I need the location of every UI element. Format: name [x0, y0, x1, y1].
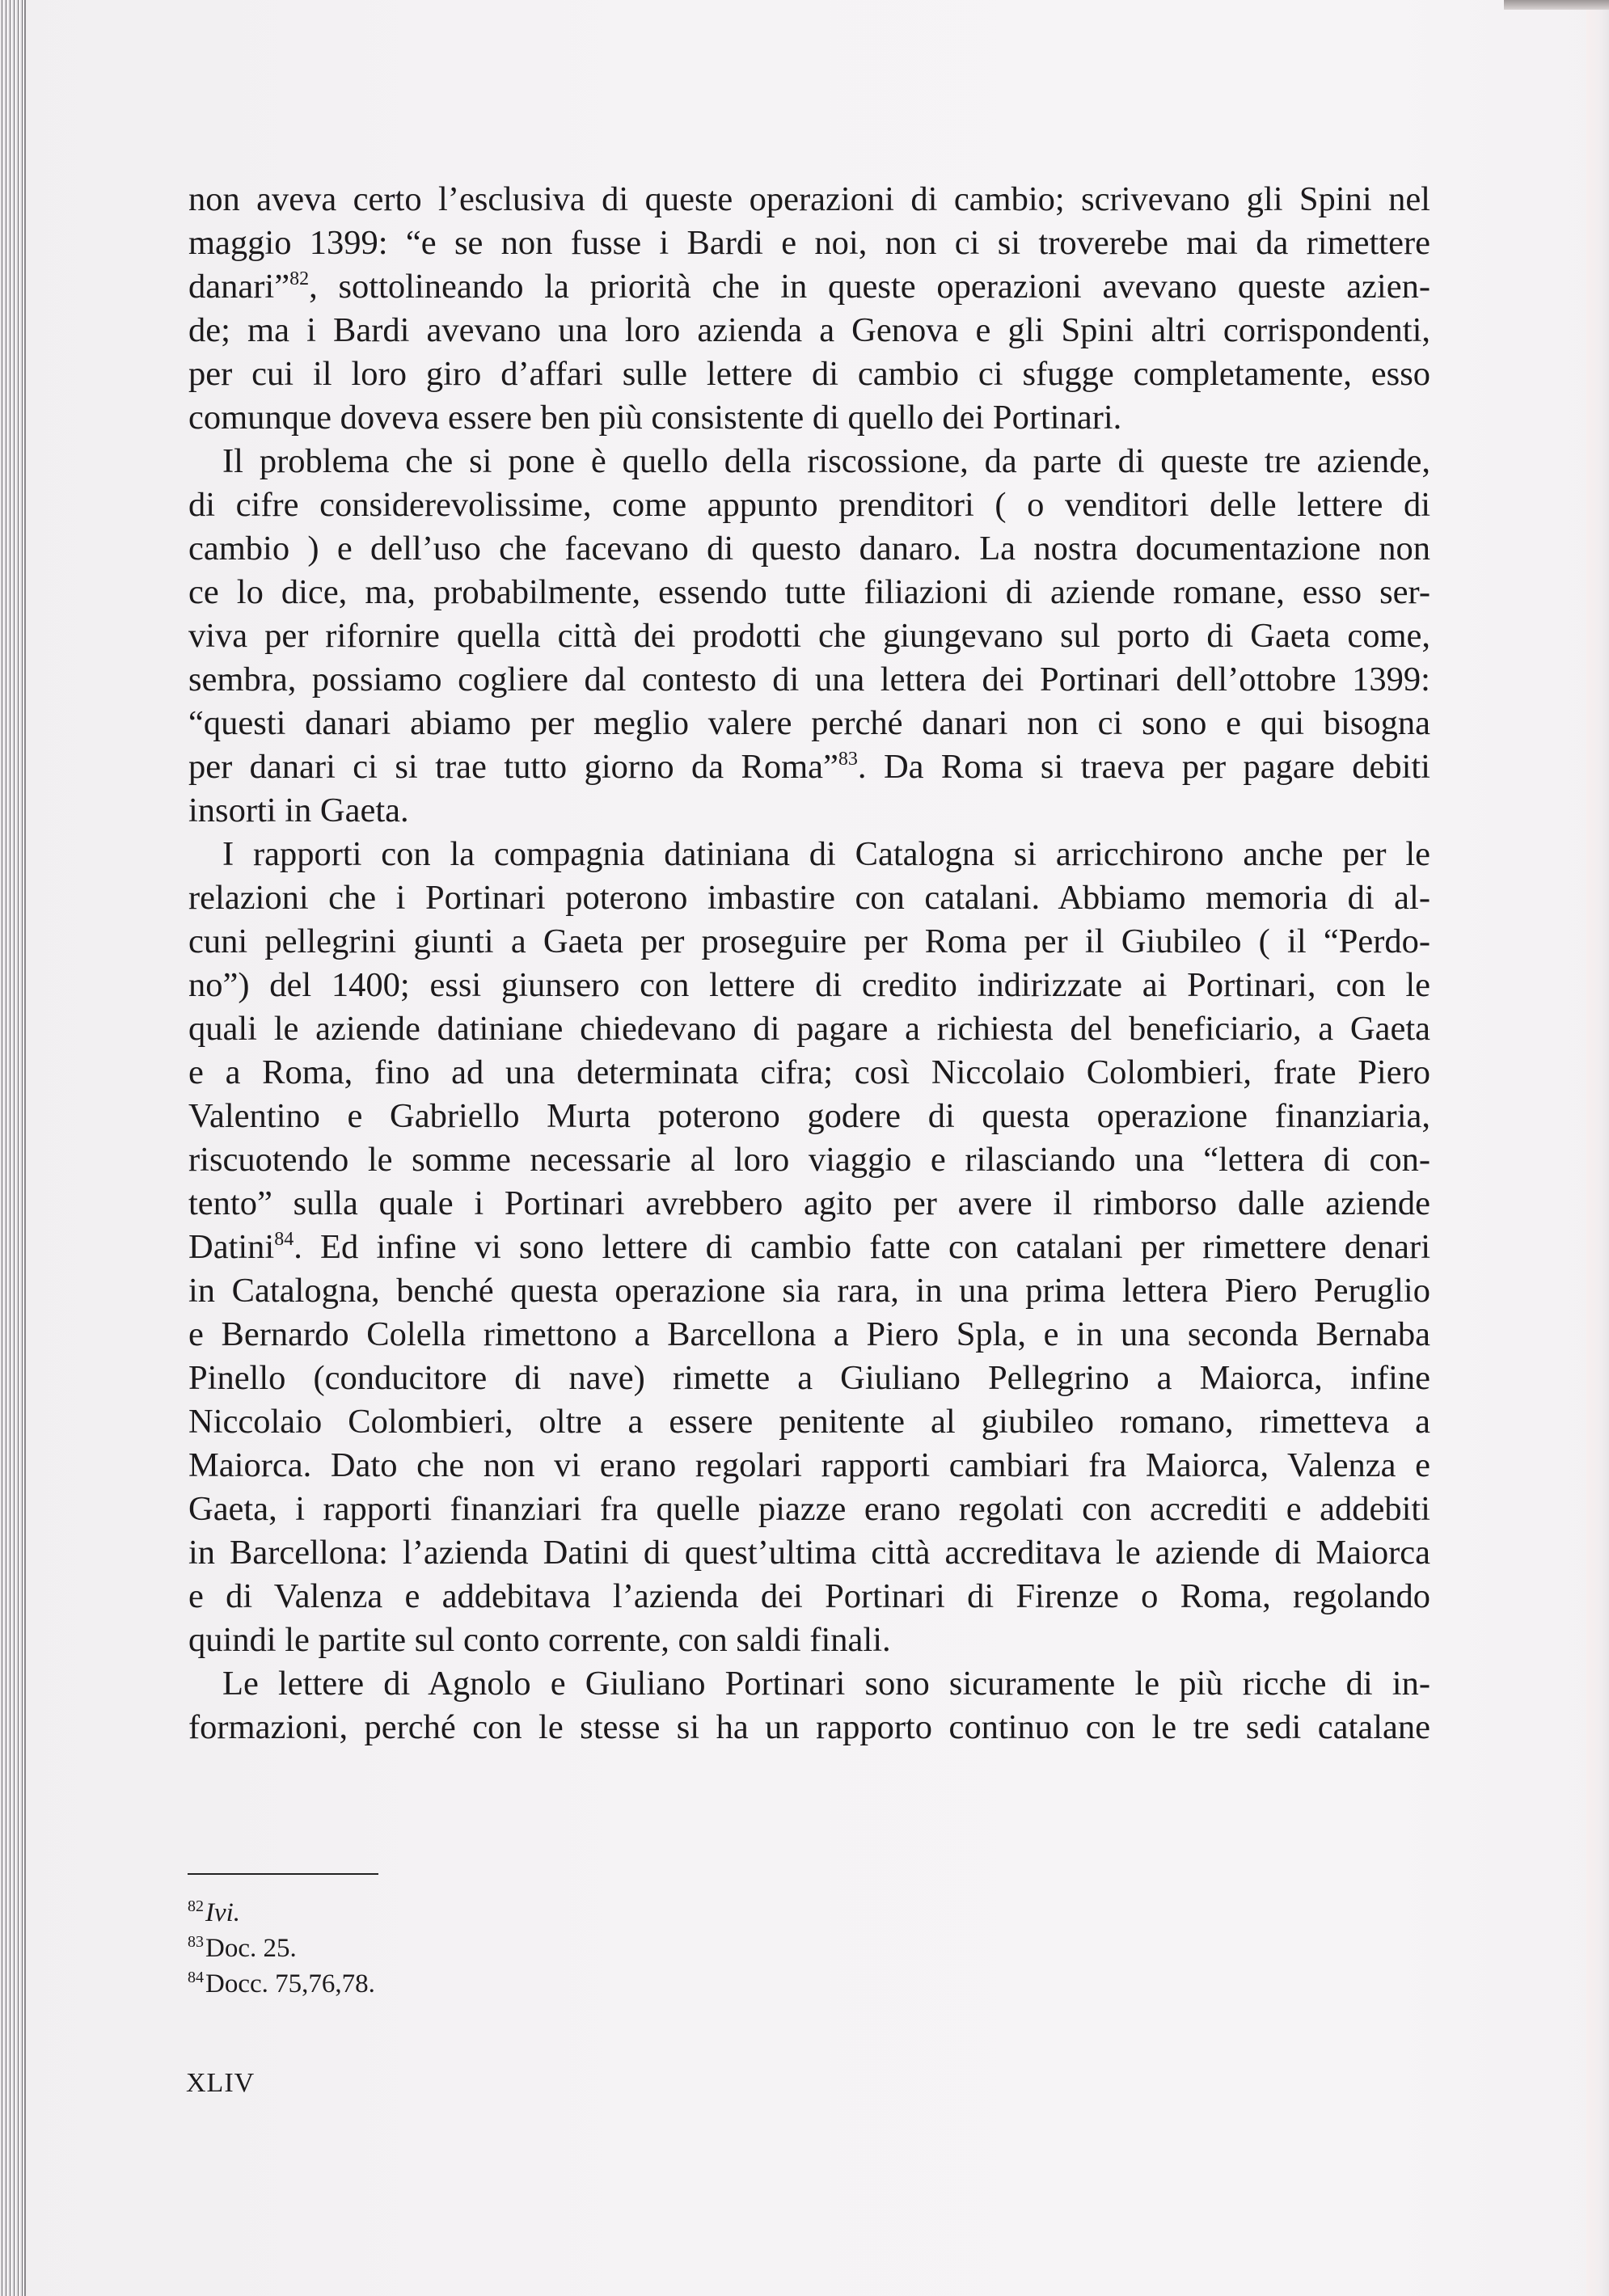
text-line: cambio ) e dell’uso che facevano di questo danaro. La nostra documentazione non	[188, 530, 1430, 568]
paragraph-start-line: I rapporti con la compagnia datiniana di Catalogna si arricchirono anche per le	[222, 835, 1430, 873]
text-fragment: . Ed infine vi sono lettere di cambio fatte con catalani per rimettere denari	[294, 1228, 1430, 1266]
text-line: cuni pellegrini giunti a Gaeta per proseguire per Roma per il Giubileo ( il “Perdo-	[188, 922, 1430, 960]
page-corner-shadow	[1504, 0, 1609, 10]
footnote-ref-84[interactable]: 84	[274, 1229, 294, 1250]
text-line: maggio 1399: “e se non fusse i Bardi e noi, non ci si troverebe mai da rimettere	[188, 224, 1430, 262]
footnote-separator	[188, 1873, 378, 1875]
text-line: in Catalogna, benché questa operazione sia rara, in una prima lettera Piero Peruglio	[188, 1272, 1430, 1310]
footnote-number: 84	[188, 1969, 204, 1986]
text-line: tento” sulla quale i Portinari avrebbero agito per avere il rimborso dalle aziende	[188, 1184, 1430, 1222]
footnote-ref-83[interactable]: 83	[838, 749, 858, 770]
paragraph-start-line: Le lettere di Agnolo e Giuliano Portinari sono sicuramente le più ricche di in-	[222, 1665, 1430, 1703]
footnote-number: 82	[188, 1897, 204, 1915]
paragraph-start-line: Il problema che si pone è quello della riscossione, da parte di queste tre aziende,	[222, 442, 1430, 480]
text-line: sembra, possiamo cogliere dal contesto di una lettera dei Portinari dell’ottobre 1399:	[188, 661, 1430, 699]
text-fragment: per danari ci si trae tutto giorno da Roma”	[188, 748, 838, 786]
binding-shadow-line	[24, 0, 26, 2296]
text-line: per cui il loro giro d’affari sulle lettere di cambio ci sfugge completamente, esso	[188, 355, 1430, 393]
text-line: de; ma i Bardi avevano una loro azienda a Genova e gli Spini altri corrispondenti,	[188, 311, 1430, 349]
outer-page-fold	[1586, 10, 1609, 2296]
body-text	[188, 178, 1430, 1749]
text-line: comunque doveva essere ben più consistente di quello dei Portinari.	[188, 399, 1122, 437]
text-line: insorti in Gaeta.	[188, 791, 409, 829]
footnote-number: 83	[188, 1933, 204, 1951]
text-line: riscuotendo le somme necessarie al loro viaggio e rilasciando una “lettera di con-	[188, 1141, 1430, 1179]
footnotes	[188, 1895, 375, 2002]
text-line: “questi danari abiamo per meglio valere perché danari non ci sono e qui bisogna	[188, 704, 1430, 742]
text-line: quindi le partite sul conto corrente, con saldi finali.	[188, 1621, 891, 1659]
footnote-83	[188, 1931, 375, 1966]
text-line: quali le aziende datiniane chiedevano di pagare a richiesta del beneficiario, a Gaeta	[188, 1010, 1430, 1048]
text-fragment: danari”	[188, 268, 290, 306]
text-fragment: Datini	[188, 1228, 275, 1266]
footnote-82	[188, 1895, 375, 1931]
footnote-text: Doc. 25.	[205, 1934, 297, 1963]
text-line: formazioni, perché con le stesse si ha un rapporto continuo con le tre sedi catalane	[188, 1708, 1430, 1746]
footnote-84	[188, 1966, 375, 2002]
text-line: Gaeta, i rapporti finanziari fra quelle piazze erano regolati con accrediti e addebiti	[188, 1490, 1430, 1528]
text-line	[188, 265, 1430, 309]
text-line: e di Valenza e addebitava l’azienda dei Portinari di Firenze o Roma, regolando	[188, 1577, 1430, 1615]
footnote-text: Ivi.	[205, 1898, 241, 1927]
text-line	[188, 1226, 1430, 1269]
footnote-text: Docc. 75,76,78.	[205, 1969, 375, 1998]
text-line	[188, 745, 1430, 789]
text-line: e Bernardo Colella rimettono a Barcellona a Piero Spla, e in una seconda Bernaba	[188, 1315, 1430, 1353]
footnote-ref-82[interactable]: 82	[289, 268, 310, 289]
page-number: XLIV	[186, 2068, 255, 2098]
text-line: Niccolaio Colombieri, oltre a essere penitente al giubileo romano, rimetteva a	[188, 1403, 1430, 1441]
text-line: di cifre considerevolissime, come appunto prenditori ( o venditori delle lettere di	[188, 486, 1430, 524]
text-fragment: . Da Roma si traeva per pagare debiti	[857, 748, 1430, 786]
text-line: ce lo dice, ma, probabilmente, essendo tutte filiazioni di aziende romane, esso ser-	[188, 573, 1430, 611]
page-binding-edges	[0, 0, 26, 2296]
text-line: in Barcellona: l’azienda Datini di quest’ultima città accreditava le aziende di Maiorca	[188, 1534, 1430, 1572]
text-line: relazioni che i Portinari poterono imbastire con catalani. Abbiamo memoria di al-	[188, 879, 1430, 917]
text-line: no”) del 1400; essi giunsero con lettere di credito indirizzate ai Portinari, con le	[188, 966, 1430, 1004]
text-line: non aveva certo l’esclusiva di queste operazioni di cambio; scrivevano gli Spini nel	[188, 180, 1430, 218]
text-line: Maiorca. Dato che non vi erano regolari rapporti cambiari fra Maiorca, Valenza e	[188, 1446, 1430, 1484]
text-line: viva per rifornire quella città dei prodotti che giungevano sul porto di Gaeta come,	[188, 617, 1430, 655]
text-line: Valentino e Gabriello Murta poterono godere di questa operazione finanziaria,	[188, 1097, 1430, 1135]
text-line: Pinello (conducitore di nave) rimette a Giuliano Pellegrino a Maiorca, infine	[188, 1359, 1430, 1397]
text-fragment: , sottolineando la priorità che in queste operazioni avevano queste azien-	[309, 268, 1430, 306]
text-line: e a Roma, fino ad una determinata cifra; così Niccolaio Colombieri, frate Piero	[188, 1053, 1430, 1091]
